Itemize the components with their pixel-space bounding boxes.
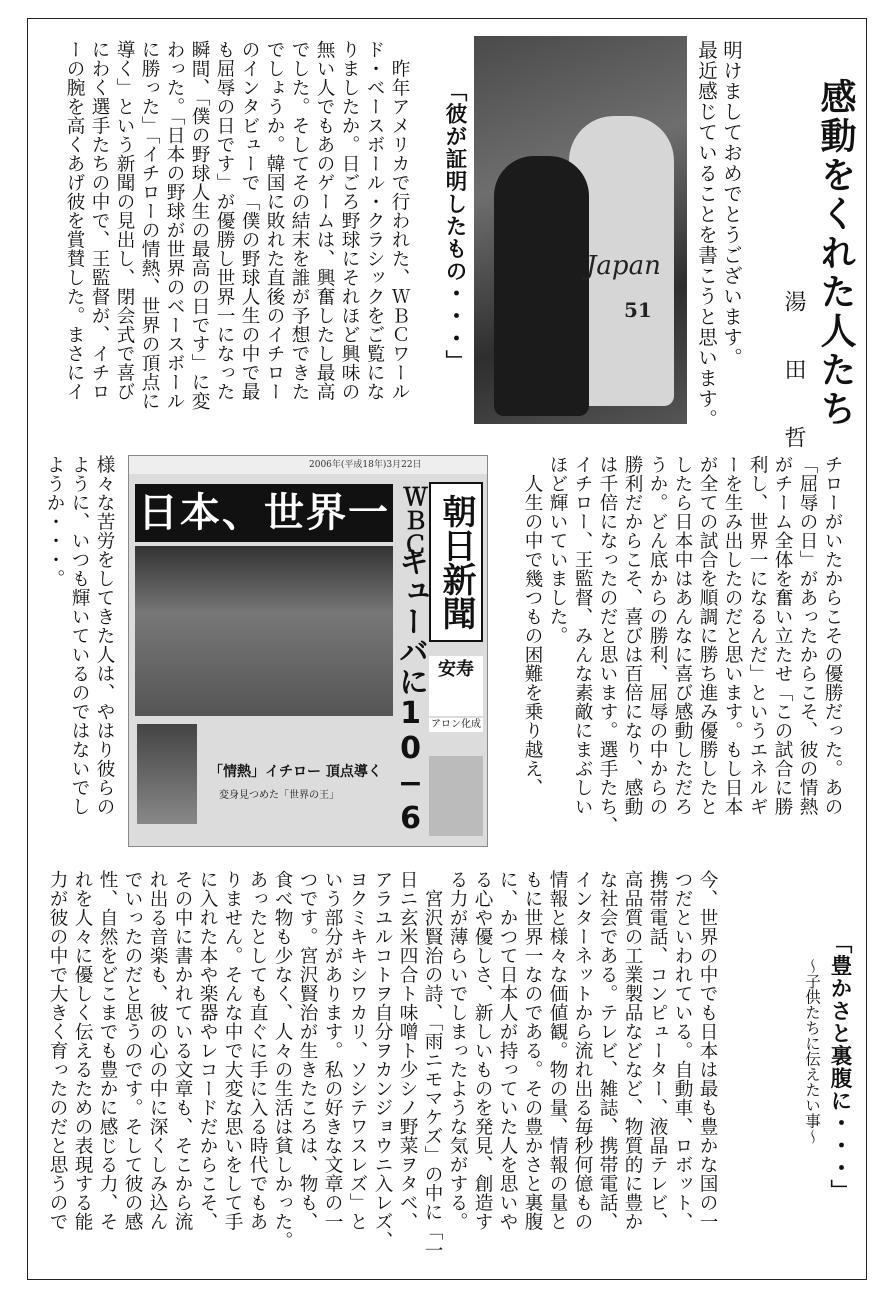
text-line: にわく選手たちの中で、王監督が、イチロ	[89, 40, 110, 401]
text-line: イチロー、王監督、みんな素敵にまぶしい	[572, 455, 593, 816]
text-line: りません。そんな中で大変な思いをして手	[222, 870, 243, 1231]
section1-body-top	[62, 40, 412, 430]
greeting-line: 明けましておめでとうございます。	[720, 40, 743, 368]
text-line: 導く」という新聞の見出し、閉会式で喜び	[114, 40, 135, 401]
text-line: 情報と様々な価値観。物の量、情報の量と	[547, 870, 568, 1231]
greeting-line: 最近感じていることを書こうと思います。	[695, 40, 718, 430]
text-line: 利し、世界一になるんだ」というエネルギ	[747, 455, 768, 816]
section2-heading: 「豊かさと裏腹に・・・」	[827, 932, 852, 1202]
text-line: でしょうか。韓国に敗れた直後のイチロー	[264, 40, 285, 401]
newspaper-sidebox	[429, 756, 483, 836]
text-line: 高品質の工業製品などなど、物質的に豊か	[622, 870, 643, 1231]
text-line: 勝利だからこそ、喜びは百倍になり、感動	[622, 455, 643, 816]
text-line: りましたか。日ごろ野球にそれほど興味の	[339, 40, 360, 401]
text-line: ーを生み出したのだと思います。もし日本	[722, 455, 743, 816]
text-line: つだといわれている。自動車、ロボット、	[672, 870, 693, 1231]
text-line: ド・ベースボール・クラシックをご覧にな	[364, 40, 385, 401]
text-line: ヨクミキキシワカリ、ソシテワスレズ」と	[347, 870, 368, 1231]
coach-figure	[494, 156, 589, 416]
text-line: いう部分があります。私の好きな文章の一	[322, 870, 343, 1231]
text-line: がチーム全体を奮い立たせ「この試合に勝	[772, 455, 793, 816]
text-line: 無い人でもあのゲームは、興奮したし最高	[314, 40, 335, 401]
text-line: な社会である。テレビ、雑誌、携帯電話、	[597, 870, 618, 1231]
players-photo	[474, 36, 687, 424]
text-line: 食べ物も少なく、人々の生活は貧しかった。	[272, 870, 293, 1250]
newspaper-ad-sub: アロン化成	[431, 719, 481, 730]
text-line: 日ニ玄米四合ト味噌ト少シノ野菜ヲタベ、	[397, 870, 418, 1231]
newspaper-masthead: 朝日新聞	[429, 482, 483, 642]
text-line: その中に書かれている文章も、そこから流	[172, 870, 193, 1231]
text-line: も屈辱の日です」が優勝し世界一になった	[214, 40, 235, 401]
text-line: アラユルコトヲ自分ヲカンジョウニ入レズ、	[372, 870, 393, 1250]
newspaper-sub2: キューバに10−6	[393, 546, 428, 836]
text-line: 宮沢賢治の詩、「雨ニモマケズ」の中に「一	[422, 870, 443, 1260]
newspaper-sub1: ＷＢＣ	[399, 484, 427, 556]
text-line: 瞬間、「僕の野球人生の最高の日です」に変	[189, 40, 210, 411]
text-line: インターネットから流れ出る毎秒何億もの	[572, 870, 593, 1231]
greeting	[694, 40, 744, 430]
newspaper-photo	[135, 546, 393, 716]
section2-body	[45, 870, 720, 1265]
text-line: ように、いつも輝いているのではないでし	[69, 455, 90, 816]
text-line: に勝った」「イチローの情熱、世界の頂点に	[139, 40, 160, 411]
text-line: る心や優しさ、新しいものを発見、創造す	[472, 870, 493, 1231]
text-line: に入れた本や楽器やレコードだからこそ、	[197, 870, 218, 1231]
text-line: は千倍になったのだと思います。選手たち、	[597, 455, 618, 835]
text-line: る力が薄らいでしまったような気がする。	[447, 870, 468, 1231]
jersey-number: 51	[624, 298, 652, 322]
section1-body-end	[42, 455, 117, 850]
text-line: 様々な苦労をしてきた人は、やはり彼らの	[94, 455, 115, 816]
newspaper-caption: 「情熱」イチロー 頂点導く	[209, 764, 382, 780]
newspaper-headline: 日本、世界一	[135, 484, 393, 542]
author-name: 湯 田 哲	[781, 290, 806, 460]
text-line: が全ての試合を順調に勝ち進み優勝したと	[697, 455, 718, 816]
newspaper-clipping	[128, 455, 488, 847]
text-line: うか。どん底からの勝利、屈辱の中からの	[647, 455, 668, 816]
newspaper-caption-sub: 変身見つめた「世界の王」	[219, 790, 339, 801]
text-line: もに世界一なのである。その豊かさと裏腹	[522, 870, 543, 1231]
text-line: あったとしても直ぐに手に入る時代でもあ	[247, 870, 268, 1231]
section2-subheading: 〜子供たちに伝えたい事〜	[803, 958, 821, 1144]
text-line: 今、世界の中でも日本は最も豊かな国の一	[697, 870, 718, 1231]
text-line: 力が彼の中で大きく育ったのだと思うので	[47, 870, 68, 1231]
newspaper-photo-small	[137, 724, 197, 824]
text-line: わった。「日本の野球が世界のベースボール	[164, 40, 185, 411]
text-line: 人生の中で幾つもの困難を乗り越え、	[522, 455, 543, 797]
text-line: 昨年アメリカで行われた、ＷＢＣワール	[389, 40, 410, 401]
text-line: つです。宮沢賢治が生きたころは、物も、	[297, 870, 318, 1231]
text-line: チローがいたからこその優勝だった。あの	[822, 455, 843, 816]
section1-body-middle	[520, 455, 845, 850]
text-line: 性、自然をどこまでも豊かに感じる力、そ	[97, 870, 118, 1231]
text-line: したら日本中はあんなに喜び感動しただろ	[672, 455, 693, 816]
text-line: ーの腕を高くあげ彼を賞賛した。まさにイ	[64, 40, 85, 401]
newspaper-date: 2006年(平成18年)3月22日	[309, 460, 422, 470]
text-line: ほど輝いていました。	[547, 455, 568, 645]
text-line: に、かつて日本人が持っていた人を思いや	[497, 870, 518, 1231]
text-line: 「屈辱の日」があったからこそ、彼の情熱	[797, 455, 818, 816]
text-line: ようか・・・。	[44, 455, 65, 588]
text-line: のインタビューで「僕の野球人生の中で最	[239, 40, 260, 401]
article-title: 感動をくれた人たち	[815, 78, 857, 429]
text-line: れ出る音楽も、彼の心の中に深くしみ込ん	[147, 870, 168, 1231]
text-line: 携帯電話、コンピューター、液晶テレビ、	[647, 870, 668, 1231]
text-line: れを人々に優しく伝えるための表現する能	[72, 870, 93, 1231]
section1-heading: 「彼が証明したもの・・・」	[442, 80, 467, 373]
text-line: でいったのだと思うのです。そして彼の感	[122, 870, 143, 1231]
newspaper-band	[129, 456, 487, 474]
newspaper-ad: 安寿	[429, 656, 483, 716]
text-line: でした。そしてその結末を誰が予想できた	[289, 40, 310, 401]
jersey-text: Japan	[586, 251, 661, 281]
